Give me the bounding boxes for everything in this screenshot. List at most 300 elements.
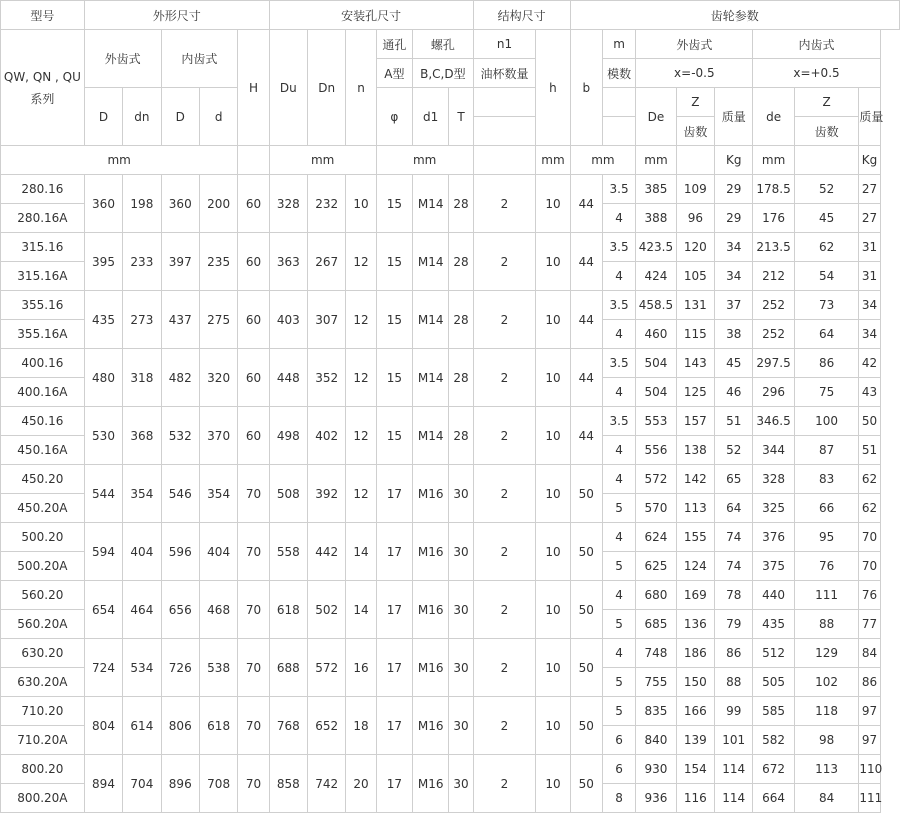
- cell-mass-i: 51: [859, 436, 880, 465]
- cell-h: 10: [536, 175, 570, 233]
- cell-mass-i: 70: [859, 552, 880, 581]
- cell-d: 618: [199, 697, 237, 755]
- cell-m: 3.5: [602, 291, 635, 320]
- header-Z-inner: Z: [794, 88, 859, 117]
- cell-phi: 15: [376, 291, 412, 349]
- model-cell: 630.20A: [1, 668, 85, 697]
- cell-d2: 656: [161, 581, 199, 639]
- cell-n: 12: [346, 465, 376, 523]
- header-outer-gear-2: 外齿式: [636, 30, 753, 59]
- cell-z: 138: [676, 436, 714, 465]
- model-cell: 560.20: [1, 581, 85, 610]
- cell-z: 125: [676, 378, 714, 407]
- cell-mass-i: 62: [859, 494, 880, 523]
- cell-du: 618: [269, 581, 307, 639]
- header-n1: n1: [473, 30, 536, 59]
- cell-m: 4: [602, 581, 635, 610]
- cell-de: 504: [636, 349, 676, 378]
- cell-zi: 86: [794, 349, 859, 378]
- cell-mass-i: 84: [859, 639, 880, 668]
- cell-h: 10: [536, 407, 570, 465]
- cell-d2: 806: [161, 697, 199, 755]
- cell-dn: 273: [123, 291, 161, 349]
- cell-n: 10: [346, 175, 376, 233]
- cell-h: 10: [536, 755, 570, 813]
- cell-b: 50: [570, 465, 602, 523]
- cell-mass-i: 111: [859, 784, 880, 813]
- cell-phi: 17: [376, 465, 412, 523]
- cell-t: 30: [449, 639, 473, 697]
- cell-mass: 45: [715, 349, 753, 378]
- cell-t: 30: [449, 465, 473, 523]
- cell-de: 840: [636, 726, 676, 755]
- cell-zi: 64: [794, 320, 859, 349]
- cell-de: 755: [636, 668, 676, 697]
- cell-t: 28: [449, 291, 473, 349]
- cell-de: 178.5: [753, 175, 794, 204]
- cell-mass: 51: [715, 407, 753, 436]
- cell-h: 70: [238, 697, 269, 755]
- cell-de: 423.5: [636, 233, 676, 262]
- cell-zi: 45: [794, 204, 859, 233]
- header-type-bcd: B,C,D型: [413, 59, 474, 88]
- cell-mass: 46: [715, 378, 753, 407]
- cell-zi: 54: [794, 262, 859, 291]
- cell-dn: 534: [123, 639, 161, 697]
- cell-n: 14: [346, 581, 376, 639]
- cell-d2: 546: [161, 465, 199, 523]
- cell-de: 930: [636, 755, 676, 784]
- cell-n1: 2: [473, 233, 536, 291]
- cell-de: 572: [636, 465, 676, 494]
- cell-d1: M14: [413, 349, 449, 407]
- cell-t: 28: [449, 349, 473, 407]
- table-row: [1, 523, 900, 552]
- cell-z: 143: [676, 349, 714, 378]
- table-header: [1, 1, 900, 175]
- cell-phi: 17: [376, 523, 412, 581]
- cell-phi: 17: [376, 581, 412, 639]
- cell-m: 3.5: [602, 175, 635, 204]
- cell-de: 252: [753, 320, 794, 349]
- header-empty-a: [473, 88, 536, 117]
- cell-de: 835: [636, 697, 676, 726]
- cell-dn: 267: [308, 233, 346, 291]
- cell-de: 512: [753, 639, 794, 668]
- cell-h: 10: [536, 349, 570, 407]
- model-cell: 630.20: [1, 639, 85, 668]
- cell-mass-i: 27: [859, 204, 880, 233]
- cell-n: 12: [346, 407, 376, 465]
- cell-n: 12: [346, 291, 376, 349]
- cell-t: 30: [449, 755, 473, 813]
- table-body: [1, 175, 900, 813]
- cell-b: 44: [570, 291, 602, 349]
- cell-zi: 118: [794, 697, 859, 726]
- cell-b: 44: [570, 407, 602, 465]
- cell-dn: 352: [308, 349, 346, 407]
- cell-n: 12: [346, 349, 376, 407]
- cell-m: 6: [602, 726, 635, 755]
- cell-z: 169: [676, 581, 714, 610]
- cell-d1: M16: [413, 465, 449, 523]
- cell-d: 544: [84, 465, 122, 523]
- cell-dn: 402: [308, 407, 346, 465]
- header-H: H: [238, 30, 269, 146]
- model-cell: 315.16A: [1, 262, 85, 291]
- cell-de: 685: [636, 610, 676, 639]
- cell-d: 708: [199, 755, 237, 813]
- cell-zi: 113: [794, 755, 859, 784]
- cell-mass: 29: [715, 175, 753, 204]
- unit-empty-3: [676, 146, 714, 175]
- cell-mass: 65: [715, 465, 753, 494]
- cell-b: 50: [570, 697, 602, 755]
- cell-du: 328: [269, 175, 307, 233]
- cell-du: 498: [269, 407, 307, 465]
- header-outline: 外形尺寸: [84, 1, 269, 30]
- cell-d: 370: [199, 407, 237, 465]
- cell-m: 4: [602, 262, 635, 291]
- cell-d1: M16: [413, 639, 449, 697]
- cell-z: 150: [676, 668, 714, 697]
- cell-m: 3.5: [602, 349, 635, 378]
- cell-de: 252: [753, 291, 794, 320]
- model-cell: 450.16: [1, 407, 85, 436]
- unit-mount-b: mm: [376, 146, 473, 175]
- cell-de: 375: [753, 552, 794, 581]
- cell-mass-i: 97: [859, 726, 880, 755]
- unit-mount-a: mm: [269, 146, 376, 175]
- model-cell: 355.16A: [1, 320, 85, 349]
- cell-dn: 502: [308, 581, 346, 639]
- cell-d: 804: [84, 697, 122, 755]
- cell-zi: 52: [794, 175, 859, 204]
- unit-b: mm: [570, 146, 636, 175]
- cell-d: 404: [199, 523, 237, 581]
- cell-zi: 84: [794, 784, 859, 813]
- cell-de: 570: [636, 494, 676, 523]
- cell-dn: 704: [123, 755, 161, 813]
- cell-d: 275: [199, 291, 237, 349]
- header-de: de: [753, 88, 794, 146]
- cell-de: 625: [636, 552, 676, 581]
- table-row: [1, 407, 900, 436]
- cell-d: 360: [84, 175, 122, 233]
- cell-de: 328: [753, 465, 794, 494]
- cell-mass-i: 110: [859, 755, 880, 784]
- cell-de: 440: [753, 581, 794, 610]
- cell-dn: 464: [123, 581, 161, 639]
- model-cell: 400.16: [1, 349, 85, 378]
- table-row: [1, 349, 900, 378]
- cell-dn: 318: [123, 349, 161, 407]
- cell-b: 50: [570, 755, 602, 813]
- cell-dn: 404: [123, 523, 161, 581]
- cell-n1: 2: [473, 523, 536, 581]
- table-row: [1, 175, 900, 204]
- cell-de: 748: [636, 639, 676, 668]
- cell-h: 70: [238, 581, 269, 639]
- cell-m: 5: [602, 610, 635, 639]
- cell-mass: 64: [715, 494, 753, 523]
- table-row: [1, 291, 900, 320]
- cell-de: 388: [636, 204, 676, 233]
- cell-h: 70: [238, 755, 269, 813]
- cell-mass-i: 86: [859, 668, 880, 697]
- cell-h: 60: [238, 233, 269, 291]
- cell-phi: 15: [376, 175, 412, 233]
- cell-m: 6: [602, 755, 635, 784]
- header-model-series: QW, QN , QU系列: [1, 30, 85, 146]
- cell-mass-i: 42: [859, 349, 880, 378]
- header-dn: dn: [123, 88, 161, 146]
- cell-zi: 111: [794, 581, 859, 610]
- cell-h: 60: [238, 349, 269, 407]
- cell-phi: 17: [376, 697, 412, 755]
- cell-d: 354: [199, 465, 237, 523]
- cell-mass: 74: [715, 523, 753, 552]
- header-teeth-outer: 齿数: [676, 117, 714, 146]
- table-row: [1, 581, 900, 610]
- cell-b: 44: [570, 349, 602, 407]
- header-teeth-inner: 齿数: [794, 117, 859, 146]
- cell-b: 44: [570, 175, 602, 233]
- cell-de: 325: [753, 494, 794, 523]
- cell-du: 558: [269, 523, 307, 581]
- cell-mass-i: 34: [859, 320, 880, 349]
- model-cell: 280.16A: [1, 204, 85, 233]
- cell-dn: 232: [308, 175, 346, 233]
- cell-mass-i: 97: [859, 697, 880, 726]
- header-b: b: [570, 30, 602, 146]
- cell-n1: 2: [473, 697, 536, 755]
- unit-kg-inner: Kg: [859, 146, 880, 175]
- header-T: T: [449, 88, 473, 146]
- cell-du: 508: [269, 465, 307, 523]
- cell-d2: 726: [161, 639, 199, 697]
- cell-t: 28: [449, 407, 473, 465]
- cell-de: 460: [636, 320, 676, 349]
- header-De: De: [636, 88, 676, 146]
- cell-phi: 15: [376, 407, 412, 465]
- header-oil-cup: 油杯数量: [473, 59, 536, 88]
- cell-n: 16: [346, 639, 376, 697]
- cell-d: 894: [84, 755, 122, 813]
- cell-mass-i: 77: [859, 610, 880, 639]
- model-cell: 355.16: [1, 291, 85, 320]
- cell-dn: 572: [308, 639, 346, 697]
- cell-mass-i: 70: [859, 523, 880, 552]
- cell-z: 142: [676, 465, 714, 494]
- cell-h: 60: [238, 175, 269, 233]
- header-D: D: [84, 88, 122, 146]
- cell-z: 131: [676, 291, 714, 320]
- cell-z: 139: [676, 726, 714, 755]
- cell-m: 4: [602, 465, 635, 494]
- cell-zi: 66: [794, 494, 859, 523]
- cell-mass-i: 34: [859, 291, 880, 320]
- cell-zi: 62: [794, 233, 859, 262]
- cell-d: 654: [84, 581, 122, 639]
- cell-n: 18: [346, 697, 376, 755]
- header-type-a: A型: [376, 59, 412, 88]
- cell-z: 105: [676, 262, 714, 291]
- model-cell: 500.20: [1, 523, 85, 552]
- cell-de: 556: [636, 436, 676, 465]
- unit-m-de: mm: [636, 146, 676, 175]
- cell-t: 28: [449, 233, 473, 291]
- cell-z: 186: [676, 639, 714, 668]
- header-Dn: Dn: [308, 30, 346, 146]
- cell-t: 30: [449, 523, 473, 581]
- cell-mass: 114: [715, 784, 753, 813]
- header-x-inner: x=+0.5: [753, 59, 880, 88]
- cell-de: 624: [636, 523, 676, 552]
- cell-d2: 360: [161, 175, 199, 233]
- model-cell: 450.20: [1, 465, 85, 494]
- header-D2: D: [161, 88, 199, 146]
- cell-d1: M16: [413, 523, 449, 581]
- model-cell: 710.20A: [1, 726, 85, 755]
- cell-dn: 442: [308, 523, 346, 581]
- cell-m: 5: [602, 668, 635, 697]
- cell-dn: 392: [308, 465, 346, 523]
- cell-h: 10: [536, 697, 570, 755]
- cell-m: 4: [602, 204, 635, 233]
- cell-zi: 87: [794, 436, 859, 465]
- cell-d: 724: [84, 639, 122, 697]
- cell-z: 154: [676, 755, 714, 784]
- header-inner-gear-2: 内齿式: [753, 30, 880, 59]
- cell-h: 10: [536, 581, 570, 639]
- cell-t: 30: [449, 697, 473, 755]
- model-cell: 280.16: [1, 175, 85, 204]
- cell-d2: 896: [161, 755, 199, 813]
- unit-outline: mm: [1, 146, 238, 175]
- unit-h: mm: [536, 146, 570, 175]
- cell-h: 60: [238, 407, 269, 465]
- units-row: [1, 146, 900, 175]
- cell-du: 363: [269, 233, 307, 291]
- cell-de: 385: [636, 175, 676, 204]
- cell-d1: M16: [413, 755, 449, 813]
- cell-d: 538: [199, 639, 237, 697]
- cell-d2: 596: [161, 523, 199, 581]
- cell-d2: 482: [161, 349, 199, 407]
- cell-h: 70: [238, 465, 269, 523]
- cell-de: 505: [753, 668, 794, 697]
- cell-mass-i: 27: [859, 175, 880, 204]
- header-mass-outer: 质量: [715, 88, 753, 146]
- cell-zi: 75: [794, 378, 859, 407]
- cell-de: 296: [753, 378, 794, 407]
- cell-d: 530: [84, 407, 122, 465]
- cell-du: 768: [269, 697, 307, 755]
- unit-kg-outer: Kg: [715, 146, 753, 175]
- cell-z: 120: [676, 233, 714, 262]
- cell-b: 50: [570, 523, 602, 581]
- cell-z: 96: [676, 204, 714, 233]
- cell-z: 115: [676, 320, 714, 349]
- unit-de: mm: [753, 146, 794, 175]
- cell-de: 936: [636, 784, 676, 813]
- cell-mass: 34: [715, 233, 753, 262]
- cell-m: 4: [602, 378, 635, 407]
- cell-mass: 52: [715, 436, 753, 465]
- header-mass-inner: 质量: [859, 88, 880, 146]
- header-d: d: [199, 88, 237, 146]
- cell-n1: 2: [473, 291, 536, 349]
- cell-m: 4: [602, 320, 635, 349]
- cell-dn: 307: [308, 291, 346, 349]
- table-row: [1, 465, 900, 494]
- cell-z: 109: [676, 175, 714, 204]
- cell-d2: 437: [161, 291, 199, 349]
- cell-mass: 88: [715, 668, 753, 697]
- cell-n1: 2: [473, 581, 536, 639]
- cell-zi: 95: [794, 523, 859, 552]
- cell-mass: 114: [715, 755, 753, 784]
- cell-de: 424: [636, 262, 676, 291]
- cell-mass-i: 31: [859, 262, 880, 291]
- cell-dn: 354: [123, 465, 161, 523]
- cell-h: 10: [536, 465, 570, 523]
- cell-de: 212: [753, 262, 794, 291]
- model-cell: 400.16A: [1, 378, 85, 407]
- cell-zi: 76: [794, 552, 859, 581]
- table-row: [1, 233, 900, 262]
- cell-de: 585: [753, 697, 794, 726]
- cell-mass: 79: [715, 610, 753, 639]
- cell-mass: 74: [715, 552, 753, 581]
- cell-mass-i: 43: [859, 378, 880, 407]
- cell-du: 403: [269, 291, 307, 349]
- cell-du: 858: [269, 755, 307, 813]
- cell-z: 124: [676, 552, 714, 581]
- cell-n1: 2: [473, 175, 536, 233]
- cell-dn: 198: [123, 175, 161, 233]
- cell-mass-i: 50: [859, 407, 880, 436]
- cell-zi: 129: [794, 639, 859, 668]
- cell-h: 10: [536, 639, 570, 697]
- cell-d: 480: [84, 349, 122, 407]
- cell-n1: 2: [473, 639, 536, 697]
- model-cell: 450.16A: [1, 436, 85, 465]
- cell-d: 435: [84, 291, 122, 349]
- cell-de: 376: [753, 523, 794, 552]
- cell-phi: 17: [376, 639, 412, 697]
- model-cell: 315.16: [1, 233, 85, 262]
- cell-d2: 532: [161, 407, 199, 465]
- cell-de: 344: [753, 436, 794, 465]
- cell-de: 176: [753, 204, 794, 233]
- cell-zi: 88: [794, 610, 859, 639]
- header-m: m: [602, 30, 635, 59]
- cell-m: 8: [602, 784, 635, 813]
- cell-mass: 99: [715, 697, 753, 726]
- cell-n1: 2: [473, 755, 536, 813]
- model-cell: 800.20: [1, 755, 85, 784]
- cell-n1: 2: [473, 407, 536, 465]
- unit-empty-1: [238, 146, 269, 175]
- cell-de: 297.5: [753, 349, 794, 378]
- cell-dn: 652: [308, 697, 346, 755]
- cell-mass: 78: [715, 581, 753, 610]
- cell-d: 594: [84, 523, 122, 581]
- cell-m: 5: [602, 697, 635, 726]
- header-mount: 安装孔尺寸: [269, 1, 473, 30]
